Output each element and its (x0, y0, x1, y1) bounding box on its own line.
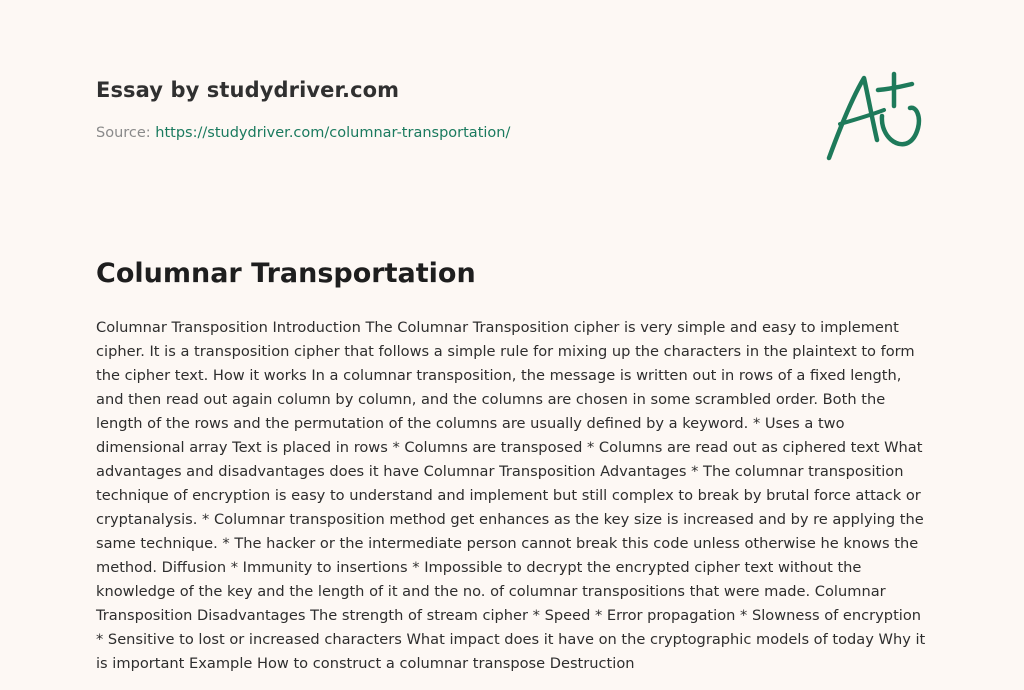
essay-body: Columnar Transposition Introduction The Columnar Transposition cipher is very simple and easy to implement cipher. It is a transposition cipher that follows a simple rule for mixing up the characters in the plaintext to form the cipher text. How it works In a columnar transposition, the message is written out in rows of a fixed length, and then read out again column by column, and the columns are chosen in some scrambled order. Both the length of the rows and the permutation of the columns are usually defined by a keyword. * Uses a two dimensional array Text is placed in rows * Columns are transposed * Columns are read out as ciphered text What advantages and disadvantages does it have Columnar Transposition Advantages * The columnar transposition technique of encryption is easy to understand and implement but still complex to break by brutal force attack or cryptanalysis. * Columnar transposition method get enhances as the key size is increased and by re applying the same technique. * The hacker or the intermediate person cannot break this code unless otherwise he knows the method. Diffusion * Immunity to insertions * Impossible to decrypt the encrypted cipher text without the knowledge of the key and the length of it and the no. of columnar transpositions that were made. Columnar Transposition Disadvantages The strength of stream cipher * Speed * Error propagation * Slowness of encryption * Sensitive to lost or increased characters What impact does it have on the cryptographic models of today Why it is important Example How to construct a columnar transpose Destruction (96, 319, 926, 672)
source-link[interactable]: https://studydriver.com/columnar-transportation/ (155, 125, 511, 141)
essay-title: Columnar Transportation (96, 258, 476, 289)
a-plus-grade-icon (822, 66, 928, 166)
source-label: Source: (96, 125, 151, 141)
site-brand: Essay by studydriver.com (96, 78, 400, 102)
source-line (96, 123, 796, 143)
essay-header (96, 76, 796, 143)
